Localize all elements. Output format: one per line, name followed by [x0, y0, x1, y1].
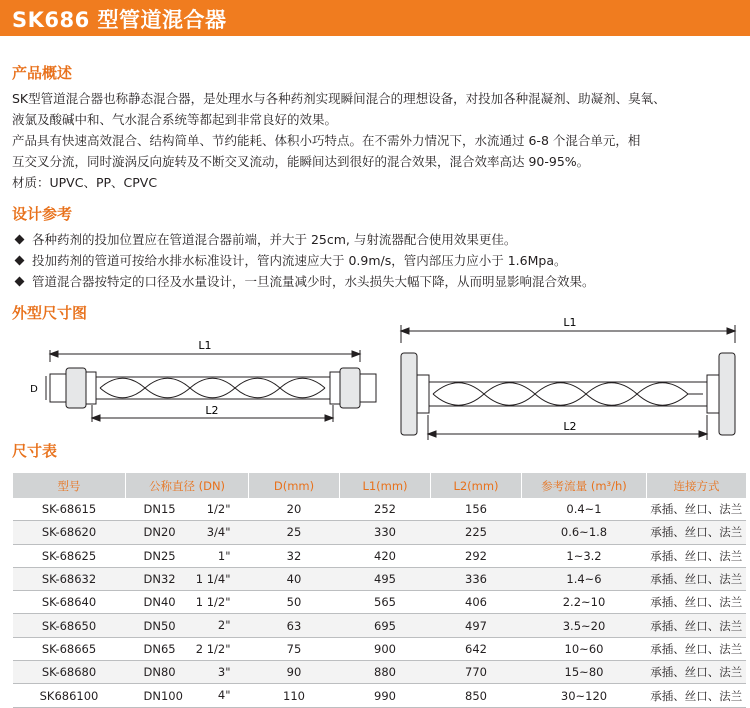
dn-value: DN20 — [143, 525, 176, 540]
l2-label: L2 — [563, 420, 577, 433]
flanged-mixer-drawing — [395, 315, 745, 450]
table-cell: 695 — [340, 614, 431, 637]
inch-value: 4" — [217, 688, 231, 703]
table-cell: 25 — [249, 521, 340, 544]
column-header: 参考流量 (m³/h) — [522, 473, 647, 498]
table-cell: 30~120 — [522, 684, 647, 707]
table-cell: 20 — [249, 498, 340, 521]
table-cell: 497 — [431, 614, 522, 637]
table-heading: 尺寸表 — [12, 442, 58, 460]
table-cell: SK-68665 — [13, 637, 126, 660]
table-cell: 90 — [249, 661, 340, 684]
dn-value: DN25 — [143, 548, 176, 563]
table-cell: 225 — [431, 521, 522, 544]
dn-value: DN15 — [143, 502, 176, 517]
overview-line: 产品具有快速高效混合、结构简单、节约能耗、体积小巧特点。在不需外力情况下，水流通过 6-8 个混合单元，相 — [12, 133, 641, 148]
overview-line: 液氯及酸碱中和、气水混合系统等都起到非常良好的效果。 — [12, 112, 338, 127]
table-cell: 承插、丝口、法兰 — [647, 661, 747, 684]
overview-heading: 产品概述 — [12, 64, 73, 82]
dn-value: DN32 — [143, 572, 176, 587]
table-cell: 880 — [340, 661, 431, 684]
table-cell: SK-68640 — [13, 591, 126, 614]
table-cell: 252 — [340, 498, 431, 521]
nominal-diameter-cell — [126, 637, 249, 660]
table-cell: 10~60 — [522, 637, 647, 660]
table-cell: SK-68680 — [13, 661, 126, 684]
column-header: 连接方式 — [647, 473, 747, 498]
column-header: L1(mm) — [340, 473, 431, 498]
table-cell: 32 — [249, 544, 340, 567]
table-header-row — [13, 473, 747, 498]
column-header: L2(mm) — [431, 473, 522, 498]
nominal-diameter-cell — [126, 498, 249, 521]
nominal-diameter-cell — [126, 544, 249, 567]
table-cell: 3.5~20 — [522, 614, 647, 637]
table-row — [13, 684, 747, 707]
table-cell: 75 — [249, 637, 340, 660]
table-row — [13, 521, 747, 544]
table-cell: 承插、丝口、法兰 — [647, 544, 747, 567]
table-cell: 770 — [431, 661, 522, 684]
table-cell: 63 — [249, 614, 340, 637]
diamond-bullet-icon — [15, 256, 25, 266]
dn-value: DN100 — [143, 688, 183, 703]
inch-value: 3" — [217, 665, 231, 680]
table-cell: SK-68620 — [13, 521, 126, 544]
column-header: D(mm) — [249, 473, 340, 498]
inch-value: 2 1/2" — [195, 641, 231, 656]
table-cell: 406 — [431, 591, 522, 614]
table-cell: 495 — [340, 567, 431, 590]
table-row — [13, 498, 747, 521]
inch-value: 1" — [217, 548, 231, 563]
design-heading: 设计参考 — [12, 205, 73, 223]
table-cell: 1.4~6 — [522, 567, 647, 590]
nominal-diameter-cell — [126, 614, 249, 637]
socket-mixer-drawing — [20, 330, 390, 435]
table-row — [13, 614, 747, 637]
column-header: 型号 — [13, 473, 126, 498]
l2-label: L2 — [205, 404, 219, 417]
table-cell: 642 — [431, 637, 522, 660]
inch-value: 1 1/2" — [195, 595, 231, 610]
dn-value: DN80 — [143, 665, 176, 680]
table-cell: 110 — [249, 684, 340, 707]
table-cell: SK-68625 — [13, 544, 126, 567]
nominal-diameter-cell — [126, 661, 249, 684]
nominal-diameter-cell — [126, 521, 249, 544]
design-bullet: 投加药剂的管道可按给水排水标准设计，管内流速应大于 0.9m/s，管内部压力应小于 1.6Mpa。 — [12, 251, 567, 269]
table-row — [13, 544, 747, 567]
dn-value: DN40 — [143, 595, 176, 610]
table-cell: SK-68632 — [13, 567, 126, 590]
table-cell: 承插、丝口、法兰 — [647, 567, 747, 590]
table-row — [13, 637, 747, 660]
material-line: 材质：UPVC、PP、CPVC — [12, 175, 158, 190]
table-cell: 156 — [431, 498, 522, 521]
nominal-diameter-cell — [126, 591, 249, 614]
table-cell: SK686100 — [13, 684, 126, 707]
diamond-bullet-icon — [15, 277, 25, 287]
table-cell: 2.2~10 — [522, 591, 647, 614]
nominal-diameter-cell — [126, 567, 249, 590]
design-bullet: 管道混合器按特定的口径及水量设计，一旦流量减少时，水头损失大幅下降，从而明显影响混合效果。 — [12, 272, 595, 290]
table-cell: 承插、丝口、法兰 — [647, 614, 747, 637]
table-row — [13, 567, 747, 590]
table-cell: 40 — [249, 567, 340, 590]
table-cell: 990 — [340, 684, 431, 707]
table-cell: SK-68650 — [13, 614, 126, 637]
table-cell: 承插、丝口、法兰 — [647, 498, 747, 521]
table-cell: 336 — [431, 567, 522, 590]
table-cell: SK-68615 — [13, 498, 126, 521]
l1-label: L1 — [198, 339, 212, 352]
table-cell: 330 — [340, 521, 431, 544]
inch-value: 1/2" — [206, 502, 231, 516]
d-label: D — [30, 384, 38, 395]
table-cell: 900 — [340, 637, 431, 660]
table-row — [13, 661, 747, 684]
overview-line: 互交叉分流，同时漩涡反向旋转及不断交叉流动，能瞬间达到很好的混合效果，混合效率高达 90-95%。 — [12, 154, 590, 169]
table-cell: 292 — [431, 544, 522, 567]
table-cell: 420 — [340, 544, 431, 567]
overview-line: SK型管道混合器也称静态混合器，是处理水与各种药剂实现瞬间混合的理想设备，对投加各种混凝剂、助凝剂、臭氧、 — [12, 91, 666, 106]
column-header: 公称直径 (DN) — [126, 473, 249, 498]
table-cell: 50 — [249, 591, 340, 614]
inch-value: 1 1/4" — [195, 571, 231, 586]
dn-value: DN50 — [143, 618, 176, 633]
table-cell: 0.4~1 — [522, 498, 647, 521]
table-row — [13, 591, 747, 614]
dimension-table — [12, 473, 746, 708]
table-cell: 15~80 — [522, 661, 647, 684]
design-bullet: 各种药剂的投加位置应在管道混合器前端，并大于 25cm, 与射流器配合使用效果更佳。 — [12, 230, 516, 248]
page-title: SK686 型管道混合器 — [12, 8, 227, 32]
l1-label: L1 — [563, 316, 577, 329]
table-cell: 承插、丝口、法兰 — [647, 637, 747, 660]
table-cell: 承插、丝口、法兰 — [647, 591, 747, 614]
inch-value: 2" — [217, 618, 231, 633]
diamond-bullet-icon — [15, 235, 25, 245]
title-bar — [0, 0, 750, 36]
table-cell: 承插、丝口、法兰 — [647, 521, 747, 544]
table-cell: 850 — [431, 684, 522, 707]
table-cell: 承插、丝口、法兰 — [647, 684, 747, 707]
table-cell: 1~3.2 — [522, 544, 647, 567]
table-cell: 0.6~1.8 — [522, 521, 647, 544]
drawing-heading: 外型尺寸图 — [12, 304, 88, 322]
dn-value: DN65 — [143, 641, 176, 656]
nominal-diameter-cell — [126, 684, 249, 707]
table-cell: 565 — [340, 591, 431, 614]
inch-value: 3/4" — [206, 525, 231, 540]
